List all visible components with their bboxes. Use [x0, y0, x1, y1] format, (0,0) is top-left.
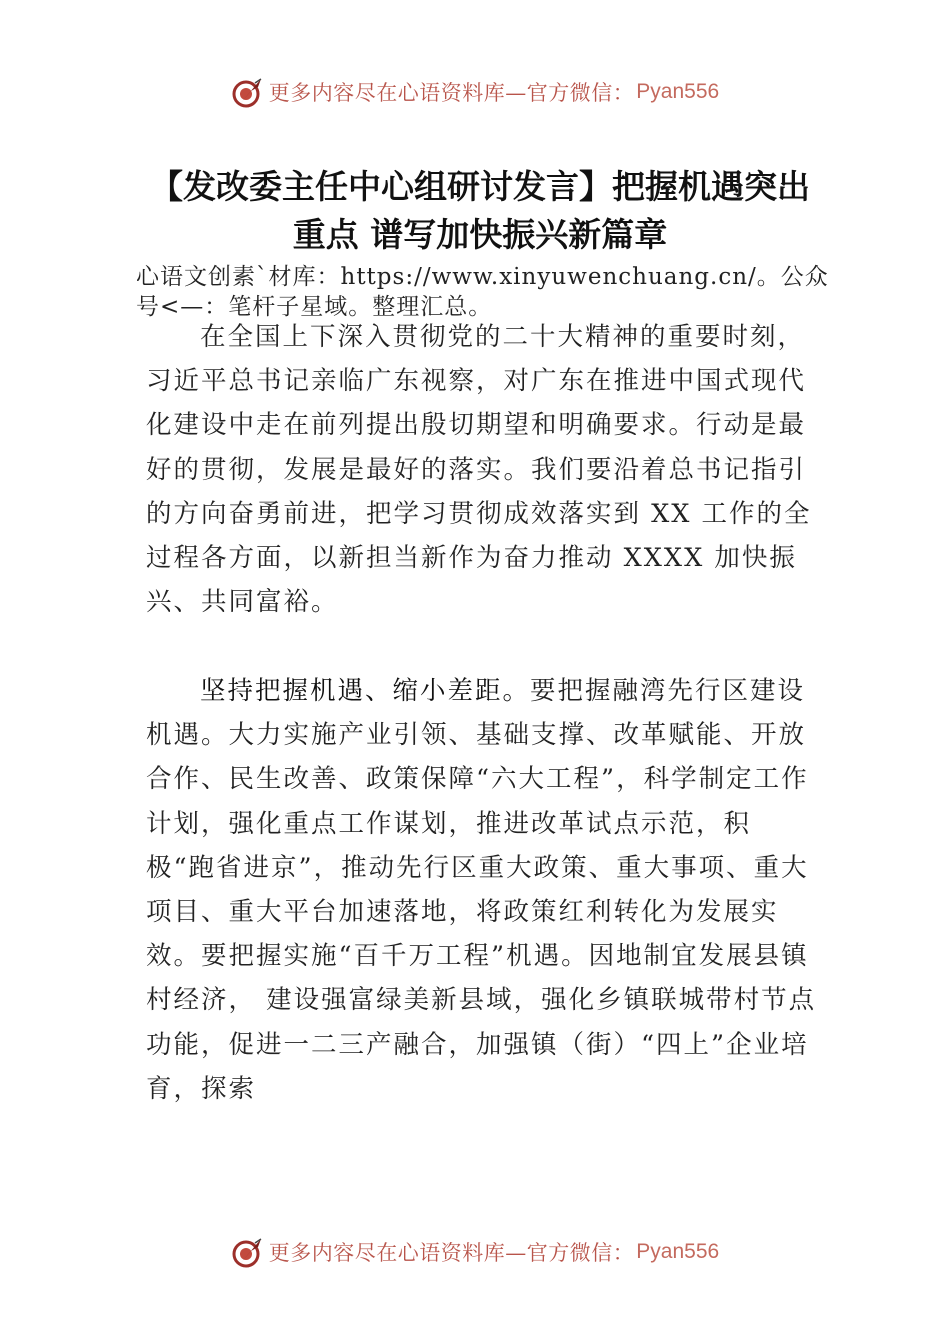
wechat-handle: Pyan556	[636, 1240, 720, 1263]
paragraph-intro: 在全国上下深入贯彻党的二十大精神的重要时刻，习近平总书记亲临广东视察，对广东在推进中国式现代化建设中走在前列提出殷切期望和明确要求。行动是最好的贯彻，发展是最好的落实。我们要沿着总书记指引的方向奋勇前进，把学习贯彻成效落实到 XX 工作的全过程各方面，以新担当新作为奋力推动 XXXX 加快振兴、共同富裕。	[146, 322, 812, 618]
paragraph-section-1	[146, 669, 818, 1111]
section-lead: 坚持把握机遇、缩小差距。	[200, 676, 531, 706]
document-title: 【发改委主任中心组研讨发言】把握机遇突出重点 谱写加快振兴新篇章	[150, 167, 810, 254]
quill-logo-icon	[231, 1235, 265, 1269]
header-banner	[0, 70, 950, 114]
wechat-handle: Pyan556	[636, 80, 720, 103]
banner-text: 更多内容尽在心语资料库—官方微信：	[268, 81, 635, 105]
source-note: 心语文创素`材库：https://www.xinyuwenchuang.cn/。公众号<—：笔杆子星域。整理汇总。	[136, 264, 829, 320]
banner-text: 更多内容尽在心语资料库—官方微信：	[268, 1241, 635, 1265]
quill-logo-icon	[231, 75, 265, 109]
section-body: 要把握融湾先行区建设机遇。大力实施产业引领、基础支撑、改革赋能、开放合作、民生改善、政策保障“六大工程”，科学制定工作计划，强化重点工作谋划，推进改革试点示范，积极“跑省进京”，推动先行区重大政策、重大事项、重大项目、重大平台加速落地，将政策红利转化为发展实效。要把握实施“百千万工程”机遇。因地制宜发展县镇村经济， 建设强富绿美新县域，强化乡镇联城带村节点功能，促进一二三产融合，加强镇（街）“四上”企业培育，探索	[146, 676, 817, 1104]
footer-banner	[0, 1230, 950, 1274]
